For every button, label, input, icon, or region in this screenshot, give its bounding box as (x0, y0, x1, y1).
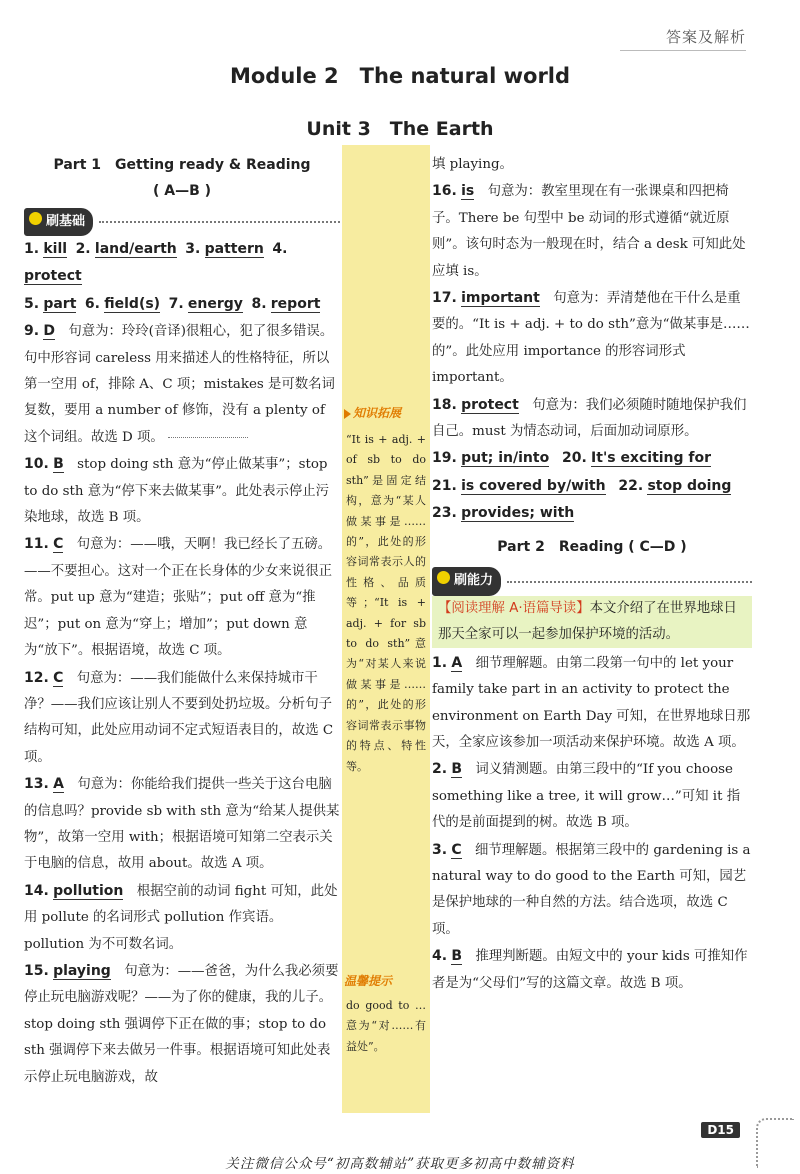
dotted-divider (99, 221, 340, 223)
q-num: 13. (24, 776, 49, 793)
answer: is (461, 183, 475, 200)
page-number: D15 (701, 1122, 740, 1138)
right-column (432, 152, 752, 997)
badge-label: 刷基础 (46, 213, 86, 229)
q-num: 16. (432, 183, 457, 200)
explanation: 句意为：你能给我们提供一些关于这台电脑的信息吗？provide sb with sth 意为“给某人提供某物”，故第一空用 with；根据语境可知第二空表示关于电脑的信息，故用 about。故选 A 项。 (24, 777, 340, 872)
answer: A (53, 776, 64, 793)
q-num: 20. (561, 450, 587, 467)
answer: energy (187, 295, 243, 312)
answer: important (461, 290, 540, 307)
explanation: 句意为：教室里现在有一张课桌和四把椅子。There be 句型中 be 动词的形式遵循“就近原则”。该句时态为一般现在时，结合 a desk 可知此处应填 is。 (432, 184, 746, 279)
sidebar-head-knowledge (344, 404, 430, 421)
item-15-cont: 填 playing。 (432, 157, 513, 172)
sidebar-text-tip: do good to … 意为“对……有益处”。 (346, 999, 426, 1053)
part2-title: Part 2 Reading ( C—D ) (497, 538, 687, 555)
badge-label: 刷能力 (454, 573, 494, 589)
book-icon (28, 211, 43, 226)
item-12 (24, 665, 340, 772)
left-column (24, 152, 340, 1091)
answer: C (451, 841, 462, 858)
guide-label: 【阅读理解 A·语篇导读】 (438, 600, 590, 616)
q-num: 3. (432, 841, 448, 858)
answer: protect (24, 268, 82, 285)
q-num: 1. (24, 241, 40, 257)
answer: field(s) (104, 295, 161, 312)
answer: C (53, 536, 64, 553)
item-9 (24, 318, 340, 451)
answer: part (43, 295, 77, 312)
tip-heading: 温馨提示 (344, 974, 393, 988)
header-rule (620, 50, 746, 51)
header-tag: 答案及解析 (665, 28, 746, 46)
explanation: 句意为：我们必须随时随地保护我们自己。must 为情态动词，后面加动词原形。 (432, 397, 747, 440)
answer-row-19-20 (432, 445, 752, 472)
q-num: 3. (185, 241, 201, 257)
answer-row-23 (432, 500, 752, 527)
answer: playing (53, 962, 111, 979)
q-num: 8. (251, 295, 267, 312)
answer: It's exciting for (591, 450, 712, 467)
answer: protect (461, 396, 519, 413)
answer: B (53, 456, 64, 473)
explanation: 句意为：弄清楚他在干什么是重要的。“It is + adj. + to do sth”意为“做某事是……的”。此处应用 importance 的形容词形式 important。 (432, 291, 750, 386)
q-num: 11. (24, 536, 49, 553)
reading-2 (432, 756, 752, 836)
q-num: 21. (432, 477, 457, 494)
answer: provides; with (461, 505, 575, 522)
answer: kill (43, 241, 68, 257)
q-num: 6. (84, 295, 100, 312)
explanation: 句意为：——爸爸，为什么我必须要停止玩电脑游戏呢？——为了你的健康，我的儿子。stop doing sth 强调停下正在做的事；stop to do sth 强调停下来去做另一件事。根据语境可知此处表示停止玩电脑游戏，故 (24, 963, 339, 1085)
answer: land/earth (94, 241, 177, 257)
answer: stop doing (647, 477, 732, 494)
sidebar-text-knowledge: “It is + adj. + of sb to do sth”是固定结构，意为“某人做某事是……的”，此处的形容词常表示人的性格、品质等；“It is + adj. + for sb to do sth”意为“对某人来说做某事是……的”，此处的形容词常表示事物的特点、特性等。 (346, 433, 426, 773)
answer-row-1 (24, 236, 340, 291)
answer: pattern (204, 241, 264, 257)
guide-text: 本文介绍了在世界地球日那天全家可以一起参加保护环境的活动。 (438, 600, 737, 642)
part1-title: Part 1 Getting ready & Reading (53, 157, 311, 173)
item-13 (24, 771, 340, 878)
item-14 (24, 878, 340, 958)
q-num: 22. (618, 477, 644, 494)
reading-1 (432, 650, 752, 757)
answer: D (43, 323, 55, 340)
sidebar-head-tip (344, 972, 430, 989)
answer: B (451, 761, 462, 778)
reading-guide (432, 596, 752, 648)
item-17 (432, 285, 752, 392)
module-title: Module 2 The natural world (229, 64, 571, 88)
ability-badge (432, 570, 752, 594)
answer: put; in/into (461, 450, 550, 467)
explanation: 推理判断题。由短文中的 your kids 可推知作者是为“父母们”写的这篇文章。故选 B 项。 (432, 949, 748, 991)
explanation: 细节理解题。由第二段第一句中的 let your family take part in an activity to protect the environment on Earth Day 可知，在世界地球日那天，全家应该参加一项活动来保护环境。故选 A 项。 (432, 655, 751, 750)
explanation: 细节理解题。根据第三段中的 gardening is a natural way to do good to the Earth 可知，园艺是保护地球的一种自然的方法。结合选项，故选 C 项。 (432, 842, 751, 937)
badge-pill (24, 208, 93, 236)
reading-4 (432, 943, 752, 997)
explanation: 词义猜测题。由第三段中的“If you choose something like a tree, it will grow…”可知 it 指代的是前面提到的树。故选 B 项。 (432, 762, 741, 831)
explanation: 根据空前的动词 fight 可知，此处用 pollute 的名词形式 pollution 作宾语。pollution 为不可数名词。 (24, 883, 338, 952)
dotted-divider (507, 581, 752, 583)
item-10 (24, 451, 340, 531)
answer: C (53, 669, 64, 686)
basic-badge (24, 210, 340, 234)
q-num: 1. (432, 654, 448, 671)
answer: A (451, 654, 463, 671)
unit-title: Unit 3 The Earth (306, 118, 494, 140)
q-num: 10. (24, 456, 49, 473)
answer: pollution (53, 882, 124, 899)
reading-3 (432, 837, 752, 944)
q-num: 2. (75, 241, 91, 257)
explanation: 句意为：——哦，天啊！我已经长了五磅。——不要担心。这对一个正在长身体的少女来说很正常。put up 意为“建造；张贴”；put off 意为“推迟”；put on 意为“穿上；增加”；put down 意为“放下”。根据语境，故选 C 项。 (24, 537, 332, 659)
q-num: 2. (432, 761, 448, 778)
answer: is covered by/with (461, 477, 606, 494)
explanation: stop doing sth 意为“停止做某事”；stop to do sth 意为“停下来去做某事”。此处表示停止污染地球，故选 B 项。 (24, 457, 330, 526)
q-num: 12. (24, 669, 49, 686)
answer: report (270, 295, 321, 312)
answer-row-2 (24, 291, 340, 318)
dotted-leader (168, 437, 248, 438)
item-15 (24, 958, 340, 1091)
q-num: 15. (24, 962, 49, 979)
explanation: 句意为：——我们能做什么来保持城市干净？——我们应该让别人不要到处扔垃圾。分析句子结构可知，此处应用动词不定式短语表目的，故选 C 项。 (24, 670, 334, 765)
part1-subtitle: ( A—B ) (152, 183, 212, 199)
footer-note: 关注微信公众号“初高数辅站”获取更多初高中数辅资料 (225, 1156, 575, 1172)
q-num: 7. (168, 295, 184, 312)
item-16 (432, 178, 752, 285)
badge-pill (432, 567, 501, 595)
explanation: 句意为：玲玲(音译)很粗心，犯了很多错误。句中形容词 careless 用来描述人的性格特征，所以第一空用 of，排除 A、C 项；mistakes 是可数名词复数，要用 a number of 修饰，没有 a plenty of 这个词组。故选 D 项。 (24, 324, 335, 445)
q-num: 14. (24, 882, 49, 899)
q-num: 23. (432, 505, 457, 522)
q-num: 4. (432, 948, 448, 965)
arrow-icon (344, 409, 351, 419)
q-num: 5. (24, 295, 40, 312)
answer-row-21-22 (432, 473, 752, 500)
book-icon (436, 570, 451, 585)
q-num: 18. (432, 396, 457, 413)
q-num: 4. (272, 241, 288, 257)
item-18 (432, 392, 752, 446)
answer: B (451, 948, 462, 965)
q-num: 19. (432, 450, 457, 467)
q-num: 9. (24, 323, 40, 340)
item-11 (24, 531, 340, 664)
knowledge-heading: 知识拓展 (353, 406, 402, 420)
q-num: 17. (432, 290, 457, 307)
